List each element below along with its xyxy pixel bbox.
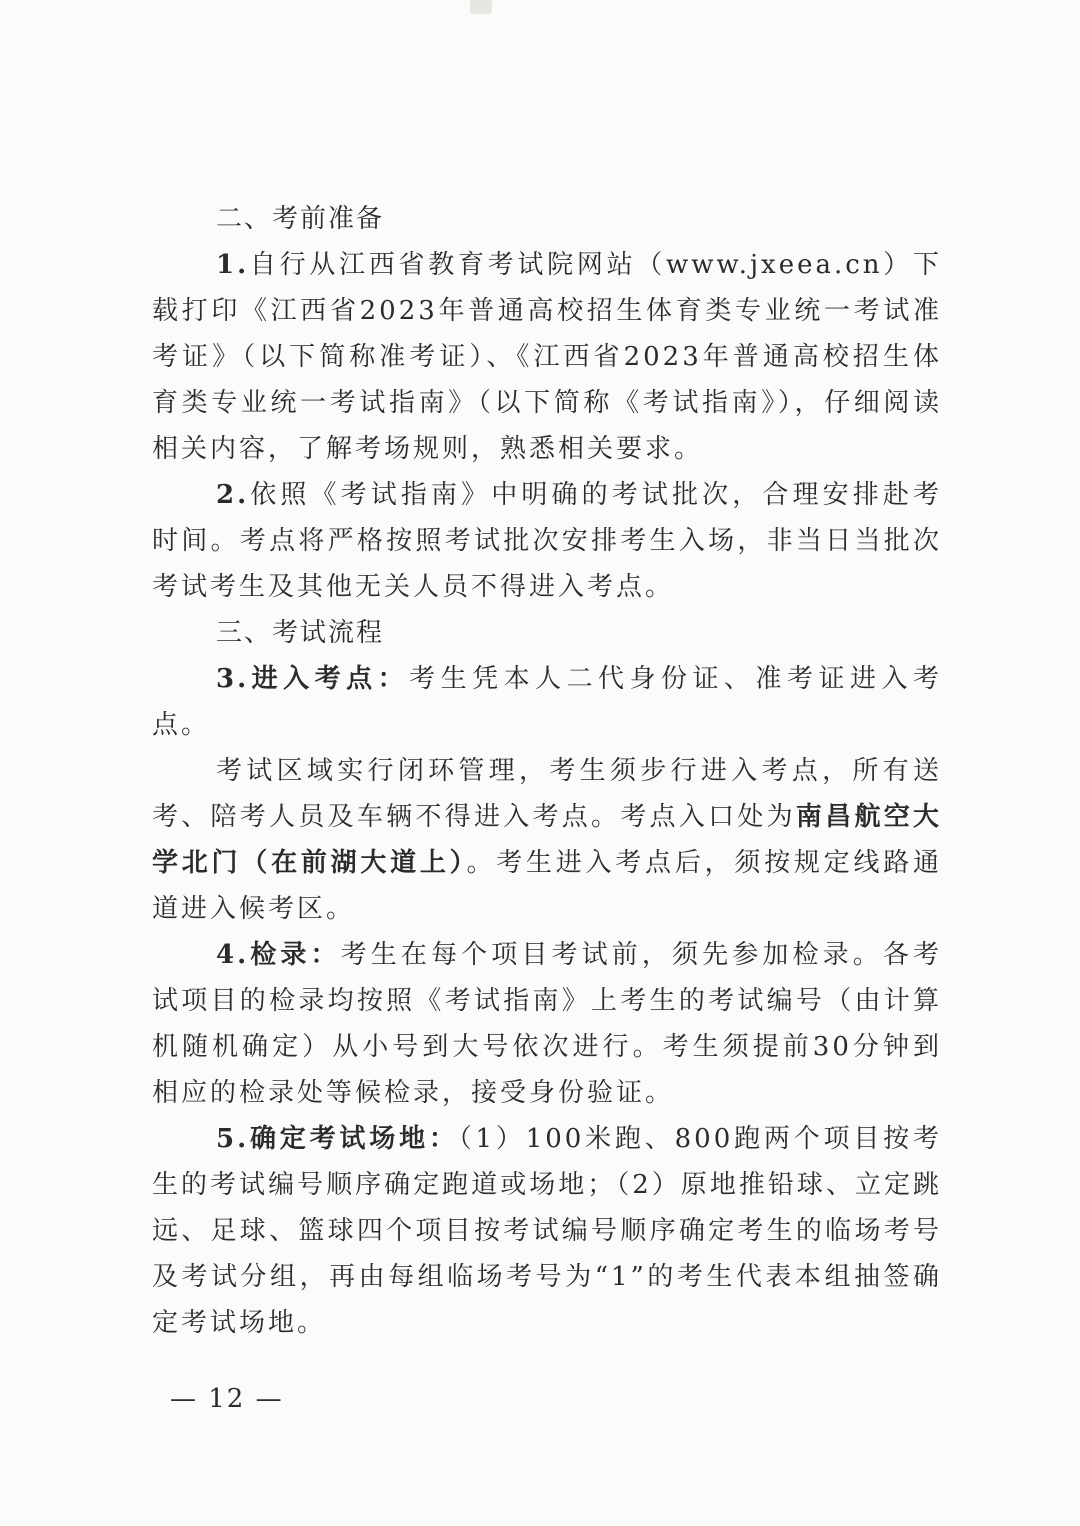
paragraph-item-5 [152, 1116, 942, 1346]
item-title: 进入考点： [249, 664, 410, 694]
paragraph-item-4 [152, 932, 942, 1116]
section-heading-process: 三、考试流程 [216, 618, 385, 648]
paragraph-item-3-detail [152, 748, 942, 932]
item-number: 1. [216, 250, 250, 280]
item-text: 依照《考试指南》中明确的考试批次，合理安排赴考时间。考点将严格按照考试批次安排考生入场，非当日当批次考试考生及其他无关人员不得进入考点。 [152, 480, 942, 602]
item-number: 2. [216, 480, 250, 510]
section-heading-prep: 二、考前准备 [216, 204, 385, 234]
paragraph-item-3 [152, 656, 942, 748]
paragraph-item-1 [152, 242, 942, 472]
scan-mark [470, 0, 492, 14]
item-text: 考生凭本人二代身份证、准考证进入考点。 [152, 664, 942, 740]
item-text: 考生在每个项目考试前，须先参加检录。各考试项目的检录均按照《考试指南》上考生的考试编号（由计算机随机确定）从小号到大号依次进行。考生须提前30分钟到相应的检录处等候检录，接受身份验证。 [152, 940, 942, 1108]
item-title: 检录： [249, 940, 341, 970]
item-title: 确定考试场地： [249, 1124, 459, 1154]
item-text: 自行从江西省教育考试院网站（www.jxeea.cn）下载打印《江西省2023年普通高校招生体育类专业统一考试准考证》（以下简称准考证）、《江西省2023年普通高校招生体育类专业统一考试指南》（以下简称《考试指南》），仔细阅读相关内容，了解考场规则，熟悉相关要求。 [152, 250, 942, 464]
page-number: — 12 — [170, 1384, 284, 1414]
document-body [152, 196, 942, 1346]
entrance-location: 南昌航空大学北门（在前湖大道上） [152, 802, 942, 878]
item-number: 3. [216, 664, 250, 694]
item-text: （1）100米跑、800跑两个项目按考生的考试编号顺序确定跑道或场地；（2）原地推铅球、立定跳远、足球、篮球四个项目按考试编号顺序确定考生的临场考号及考试分组，再由每组临场考号为“1”的考生代表本组抽签确定考试场地。 [152, 1124, 942, 1338]
item-number: 4. [216, 940, 250, 970]
paragraph-item-2 [152, 472, 942, 610]
item-number: 5. [216, 1124, 250, 1154]
detail-text-after: 。考生进入考点后，须按规定线路通道进入候考区。 [152, 848, 942, 924]
detail-text-before: 考试区域实行闭环管理，考生须步行进入考点，所有送考、陪考人员及车辆不得进入考点。考点入口处为 [152, 756, 942, 832]
